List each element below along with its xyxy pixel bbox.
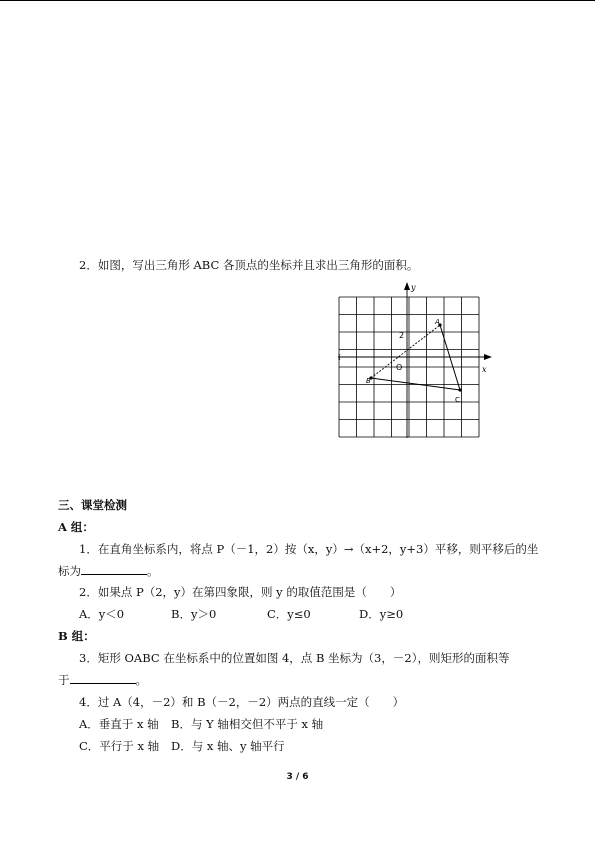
- grid: [339, 297, 479, 437]
- q1-line2: [58, 563, 159, 579]
- q2-text: 2．如果点 P（2，y）在第四象限，则 y 的取值范围是（ ）: [79, 585, 402, 599]
- q2-options: [79, 606, 403, 622]
- q1-prefix: 标为: [58, 564, 81, 578]
- y-axis-label: y: [411, 283, 416, 292]
- q2-option-d: D．y≥0: [359, 607, 404, 621]
- q4-option-a: A．垂直于 x 轴: [79, 717, 159, 731]
- q4-option-c: C．平行于 x 轴: [79, 739, 160, 753]
- label-a: A: [435, 318, 440, 326]
- y-axis-arrow: [404, 282, 410, 290]
- q3-prefix: 于: [58, 673, 70, 687]
- section-heading: 三、课堂检测: [58, 498, 127, 512]
- triangle-side-bc: [371, 378, 460, 390]
- q1-suffix: 。: [147, 564, 159, 578]
- q3-line1: 3．矩形 OABC 在坐标系中的位置如图 4，点 B 坐标为（3，－2），则矩形的面积等: [79, 651, 510, 665]
- question-2-text: 2．如图，写出三角形 ABC 各顶点的坐标并且求出三角形的面积。: [79, 258, 419, 272]
- x-axis-arrow: [484, 354, 492, 360]
- q3-answer-blank[interactable]: [70, 672, 136, 684]
- label-b: B: [366, 377, 371, 385]
- q3-suffix: 。: [135, 673, 147, 687]
- q4-option-b: B．与 Y 轴相交但不平于 x 轴: [171, 717, 324, 731]
- q2-option-b: B．y＞0: [171, 607, 217, 621]
- tick-label-2: 2: [399, 331, 405, 340]
- point-c: [458, 388, 461, 391]
- group-a-label: A 组：: [58, 520, 94, 534]
- x-axis-label: x: [482, 365, 487, 374]
- q3-line2: [58, 672, 147, 688]
- triangle-side-ac: [440, 325, 460, 390]
- coordinate-figure: [336, 280, 496, 442]
- top-border: [0, 0, 595, 1]
- q2-option-c: C．y≤0: [267, 607, 311, 621]
- triangle-side-ab: [371, 325, 440, 378]
- q1-line1: 1．在直角坐标系内，将点 P（－1，2）按（x，y）→（x+2，y+3）平移，则平移后的坐: [79, 542, 539, 556]
- label-c: C: [455, 396, 460, 404]
- left-marker: I: [338, 354, 341, 362]
- q4-options-row1: [79, 716, 323, 732]
- q4-options-row2: [79, 738, 285, 754]
- origin-label: O: [396, 363, 403, 372]
- q4-option-d: D．与 x 轴、y 轴平行: [171, 739, 285, 753]
- page-number: 3 / 6: [286, 772, 309, 782]
- q2-option-a: A．y＜0: [79, 607, 125, 621]
- group-b-label: B 组：: [58, 629, 95, 643]
- q1-answer-blank[interactable]: [81, 563, 147, 575]
- q4-text: 4．过 A（4，－2）和 B（－2，－2）两点的直线一定（ ）: [79, 695, 405, 709]
